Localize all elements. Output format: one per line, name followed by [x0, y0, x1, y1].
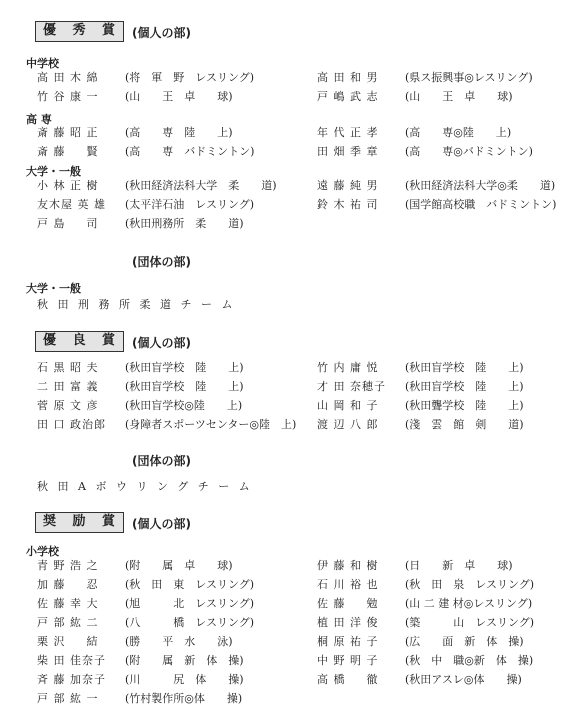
winner-name: 二 田 富 義 — [37, 380, 99, 393]
winner-affiliation: (秋田アスレ◎体 操) — [405, 673, 522, 686]
team-name: 秋田刑務所柔道チーム — [37, 298, 242, 311]
winner-name: 年 代 正 孝 — [317, 126, 379, 139]
winner-affiliation: (川 尻 体 操) — [125, 673, 244, 686]
winner-entry — [37, 145, 254, 159]
category-label: 中学校 — [26, 57, 59, 70]
winner-affiliation: (秋田経済法科大学 柔 道) — [125, 179, 277, 192]
winner-name: 青 野 浩 之 — [37, 559, 99, 572]
winner-name: 斎 藤 昭 正 — [37, 126, 99, 139]
winner-entry — [317, 616, 534, 630]
award-box-yuryo: 優 良 賞 — [35, 331, 124, 352]
team-heading: (団体の部) — [132, 454, 191, 468]
winner-name: 山 岡 和 子 — [317, 399, 379, 412]
winner-entry — [317, 198, 556, 212]
winner-affiliation: (秋田盲学校 陸 上) — [405, 361, 524, 374]
winner-name: 中 野 明 子 — [317, 654, 379, 667]
winner-entry — [37, 616, 254, 630]
winner-entry — [37, 71, 254, 85]
winner-entry — [317, 578, 534, 592]
category-label: 高 専 — [26, 113, 52, 126]
winner-affiliation: (秋田刑務所 柔 道) — [125, 217, 244, 230]
winner-name: 渡 辺 八 郎 — [317, 418, 379, 431]
winner-affiliation: (附 属 新 体 操) — [125, 654, 244, 667]
winner-entry — [37, 673, 244, 687]
winner-entry — [317, 654, 533, 668]
winner-entry — [37, 654, 244, 668]
winner-name: 才 田 奈穂子 — [317, 380, 386, 393]
winner-affiliation: (広 面 新 体 操) — [405, 635, 524, 648]
winner-entry — [317, 635, 524, 649]
winner-entry — [37, 90, 233, 104]
category-label: 大学・一般 — [26, 165, 81, 178]
award-box-shorei: 奨 励 賞 — [35, 512, 124, 533]
winner-entry — [37, 217, 244, 231]
individual-heading: (個人の部) — [132, 26, 191, 40]
winner-name: 佐 藤 勉 — [317, 597, 379, 610]
winner-name: 高 田 和 男 — [317, 71, 379, 84]
winner-affiliation: (山 王 卓 球) — [405, 90, 513, 103]
winner-name: 栗 沢 結 — [37, 635, 99, 648]
winner-entry — [37, 578, 254, 592]
winner-name: 友木屋 英 雄 — [37, 198, 106, 211]
winner-affiliation: (高 専◎陸 上) — [405, 126, 512, 139]
winner-affiliation: (身障者スポーツセンター◎陸 上) — [125, 418, 297, 431]
winner-name: 小 林 正 樹 — [37, 179, 99, 192]
team-name: 秋田Aボウリングチーム — [37, 480, 260, 493]
winner-name: 遠 藤 純 男 — [317, 179, 379, 192]
winner-name: 菅 原 文 彦 — [37, 399, 99, 412]
winner-entry — [37, 692, 242, 706]
winner-affiliation: (附 属 卓 球) — [125, 559, 233, 572]
winner-affiliation: (秋田聾学校 陸 上) — [405, 399, 524, 412]
award-box-yushu: 優 秀 賞 — [35, 21, 124, 42]
category-label: 小学校 — [26, 545, 59, 558]
winner-name: 佐 藤 幸 大 — [37, 597, 99, 610]
winner-entry — [317, 361, 524, 375]
winner-affiliation: (秋田盲学校 陸 上) — [125, 361, 244, 374]
winner-name: 斎 藤 賢 — [37, 145, 99, 158]
winner-entry — [317, 380, 524, 394]
winner-name: 斉 藤 加奈子 — [37, 673, 106, 686]
winner-name: 高 田 木 綿 — [37, 71, 99, 84]
winner-affiliation: (秋 田 東 レスリング) — [125, 578, 255, 591]
winner-affiliation: (勝 平 水 泳) — [125, 635, 233, 648]
winner-name: 戸 部 紘 一 — [37, 692, 99, 705]
winner-affiliation: (将 軍 野 レスリング) — [125, 71, 255, 84]
winner-affiliation: (八 橋 レスリング) — [125, 616, 255, 629]
winner-affiliation: (秋田盲学校◎陸 上) — [125, 399, 243, 412]
winner-name: 戸 嶋 武 志 — [317, 90, 379, 103]
winner-name: 伊 藤 和 樹 — [317, 559, 379, 572]
winner-entry — [37, 597, 254, 611]
winner-affiliation: (秋田経済法科大学◎柔 道) — [405, 179, 556, 192]
winner-name: 加 藤 忍 — [37, 578, 99, 591]
winner-name: 田 畑 季 章 — [317, 145, 379, 158]
winner-affiliation: (秋 田 泉 レスリング) — [405, 578, 535, 591]
winner-entry — [317, 71, 533, 85]
winner-affiliation: (旭 北 レスリング) — [125, 597, 255, 610]
winner-entry — [37, 361, 244, 375]
winner-entry — [317, 399, 524, 413]
winner-entry — [37, 126, 233, 140]
team-heading: (団体の部) — [132, 255, 191, 269]
winner-affiliation: (淺 雲 館 剣 道) — [405, 418, 524, 431]
winner-name: 田 口 政治郎 — [37, 418, 106, 431]
winner-affiliation: (高 専 バドミントン) — [125, 145, 255, 158]
winner-name: 竹 内 庸 悦 — [317, 361, 379, 374]
winner-affiliation: (国学館高校職 バドミントン) — [405, 198, 557, 211]
winner-affiliation: (秋田盲学校 陸 上) — [125, 380, 244, 393]
winner-entry — [37, 179, 277, 193]
winner-affiliation: (秋 中 職◎新 体 操) — [405, 654, 534, 667]
winner-entry — [37, 380, 244, 394]
winner-name: 石 川 裕 也 — [317, 578, 379, 591]
winner-entry — [317, 597, 532, 611]
winner-affiliation: (築 山 レスリング) — [405, 616, 535, 629]
winner-name: 石 黒 昭 夫 — [37, 361, 99, 374]
winner-affiliation: (山 二 建 材◎レスリング) — [405, 597, 533, 610]
winner-name: 竹 谷 康 一 — [37, 90, 99, 103]
individual-heading: (個人の部) — [132, 336, 191, 350]
winner-entry — [37, 418, 296, 432]
winner-entry — [317, 418, 524, 432]
winner-affiliation: (高 専 陸 上) — [125, 126, 233, 139]
winner-affiliation: (県ス振興事◎レスリング) — [405, 71, 533, 84]
winner-affiliation: (高 専◎バドミントン) — [405, 145, 533, 158]
winner-name: 戸 部 紘 二 — [37, 616, 99, 629]
winner-entry — [317, 145, 533, 159]
winner-entry — [317, 559, 513, 573]
winner-name: 高 橋 徹 — [317, 673, 379, 686]
winner-entry — [37, 399, 242, 413]
winner-affiliation: (太平洋石油 レスリング) — [125, 198, 255, 211]
winner-affiliation: (竹村製作所◎体 操) — [125, 692, 243, 705]
winner-entry — [317, 90, 513, 104]
winner-entry — [317, 126, 511, 140]
winner-name: 植 田 洋 俊 — [317, 616, 379, 629]
winner-entry — [37, 559, 233, 573]
category-label: 大学・一般 — [26, 282, 81, 295]
winner-name: 戸 島 司 — [37, 217, 99, 230]
winner-entry — [37, 635, 233, 649]
winner-entry — [317, 179, 555, 193]
winner-name: 柴 田 佳奈子 — [37, 654, 106, 667]
winner-name: 鈴 木 祐 司 — [317, 198, 379, 211]
winner-entry — [317, 673, 522, 687]
winner-affiliation: (山 王 卓 球) — [125, 90, 233, 103]
winner-affiliation: (秋田盲学校 陸 上) — [405, 380, 524, 393]
winner-affiliation: (日 新 卓 球) — [405, 559, 513, 572]
winner-name: 桐 原 祐 子 — [317, 635, 379, 648]
winner-entry — [37, 198, 254, 212]
individual-heading: (個人の部) — [132, 517, 191, 531]
